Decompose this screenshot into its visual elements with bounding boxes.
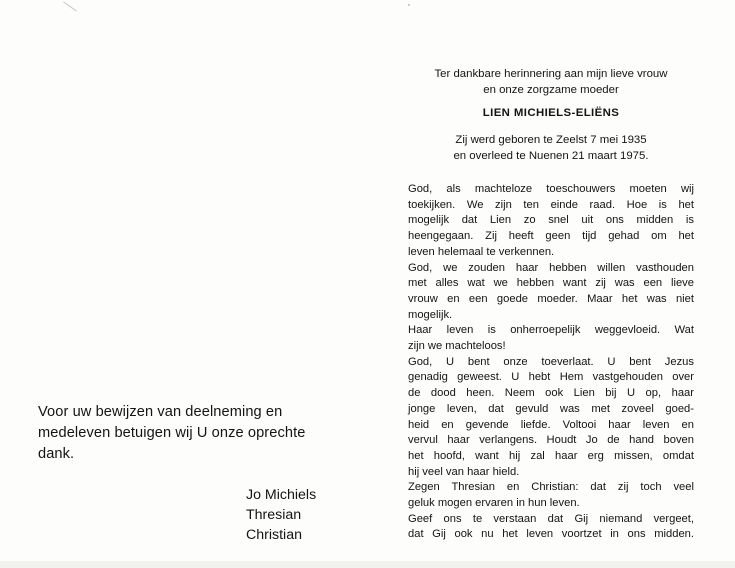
prayer-line: God, als machteloze toeschouwers moeten wij <box>408 183 694 195</box>
prayer-line: God, we zouden haar hebben willen vasthouden <box>408 261 694 274</box>
prayer-line: heengegaan. Zij heeft geen tijd gehad om het <box>408 230 694 243</box>
deceased-name: LIEN MICHIELS-ELIËNS <box>482 107 620 119</box>
right-panel <box>408 66 694 543</box>
prayer-line: Haar leven is onherroepelijk weggevloeid. Wat <box>408 324 694 337</box>
prayer-line: mogelijk. <box>408 308 453 321</box>
thanks-message <box>38 402 338 465</box>
prayer-text <box>408 182 694 543</box>
intro-line: en onze zorgzame moeder <box>483 84 619 96</box>
prayer-line: zijn we machteloos! <box>408 340 506 353</box>
thanks-line: dank. <box>38 446 75 462</box>
prayer-line: Geef ons te verstaan dat Gij niemand vergeet, <box>408 512 694 525</box>
thanks-line: medeleven betuigen wij U onze oprechte <box>38 425 306 441</box>
prayer-line: het hoofd, want hij zal haar erg missen, omdat <box>408 449 694 462</box>
left-panel <box>38 402 338 545</box>
signature-name: Thresian <box>246 507 302 523</box>
prayer-line: geluk mogen ervaren in hun leven. <box>408 497 580 510</box>
prayer-line: genadig geweest. U hebt Hem vastgehouden over <box>408 371 694 384</box>
intro-heading <box>408 66 694 98</box>
signature-name: Jo Michiels <box>246 487 317 503</box>
card-bottom-edge <box>0 561 735 568</box>
birth-line: Zij werd geboren te Zeelst 7 mei 1935 <box>455 134 647 146</box>
prayer-line: vervul haar verlangens. Houdt Jo de hand boven <box>408 434 694 447</box>
prayer-line: mogelijk dat Lien zo snel uit ons midden is <box>408 214 694 227</box>
prayer-line: met alles wat we hebben want zij was een lieve <box>408 277 694 290</box>
intro-line: Ter dankbare herinnering aan mijn lieve vrouw <box>434 68 668 80</box>
fold-mark <box>63 2 77 12</box>
prayer-line: vrouw en een goede moeder. Maar het was niet <box>408 292 694 305</box>
life-dates <box>408 132 694 164</box>
signatures <box>246 485 338 545</box>
prayer-line: toekijken. We zijn ten einde raad. Hoe is het <box>408 198 694 211</box>
prayer-line: dat Gij ook nu het leven voortzet in ons midden. <box>408 528 694 541</box>
prayer-line: de dood heen. Neem ook Lien bij U op, haar <box>408 387 694 400</box>
paper-speck <box>408 4 410 6</box>
thanks-line: Voor uw bewijzen van deelneming en <box>38 404 283 420</box>
prayer-line: leven helemaal te verkennen. <box>408 245 555 258</box>
signature-name: Christian <box>246 527 302 543</box>
prayer-line: God, U bent onze toeverlaat. U bent Jezus <box>408 355 694 368</box>
prayer-line: heid en gevende liefde. Voltooi haar leven en <box>408 418 694 431</box>
prayer-line: jonge leven, dat gevuld was met zoveel goed- <box>408 402 694 415</box>
death-line: en overleed te Nuenen 21 maart 1975. <box>453 150 649 162</box>
prayer-line: Zegen Thresian en Christian: dat zij toch veel <box>408 481 694 494</box>
prayer-line: hij veel van haar hield. <box>408 465 520 478</box>
